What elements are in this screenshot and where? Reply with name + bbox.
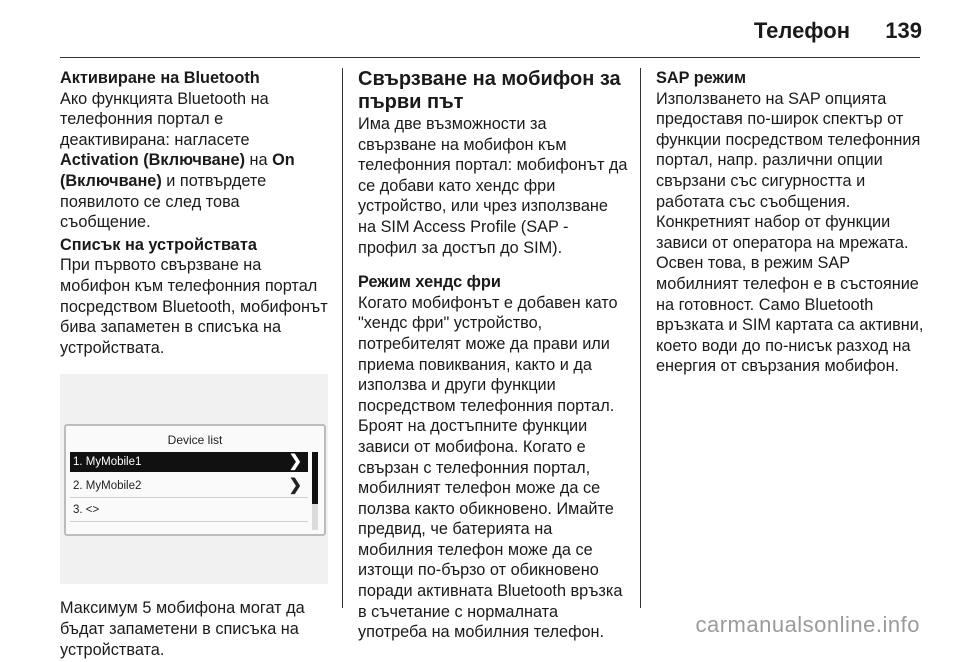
device-list-item[interactable] — [70, 476, 308, 496]
device-list-figure — [60, 374, 328, 584]
chevron-right-icon: ❯ — [288, 477, 302, 495]
chevron-right-icon: ❯ — [288, 453, 302, 471]
device-list-screen — [64, 424, 326, 536]
handsfree-text: Когато мобифонът е добавен като "хендс фри" устройство, потребителят може да прави или приема повиквания, както и да използва и други функции посредством телефонния портал. Броят на достъпните функции зависи от мобифона. Когато е свързан с телефонния портал, мобилният телефон може да се ползва както обикновено. Имайте предвид, че батерията на мобилния телефон може да се изтощи по-бързо от обикновено поради активната Bluetooth връзка в съчетание с нормалната употреба на мобилния телефон. — [358, 293, 623, 642]
page-number: 139 — [885, 18, 922, 43]
scrollbar[interactable] — [312, 452, 318, 530]
sap-heading: SAP режим — [656, 69, 747, 87]
column-1 — [60, 68, 328, 662]
text-run: на — [245, 151, 273, 170]
first-connection-heading: Свързване на мобифон за първи път — [358, 68, 621, 113]
bluetooth-activation-text — [60, 89, 328, 233]
bluetooth-activation-heading: Активиране на Bluetooth — [60, 69, 260, 87]
column-divider-2 — [640, 68, 641, 608]
device-list-heading: Списък на устройствата — [60, 235, 257, 254]
page-title: Телефон — [753, 18, 850, 43]
text-run: Ако функцията Bluetooth на телефонния портал е деактивирана: нагласете — [60, 89, 269, 149]
column-2 — [358, 68, 628, 645]
handsfree-heading: Режим хендс фри — [358, 273, 501, 292]
device-name: 2. MyMobile2 — [73, 480, 142, 493]
page-header — [0, 16, 960, 50]
device-list-item[interactable] — [70, 452, 308, 472]
spacer — [358, 260, 628, 272]
device-list-title: Device list — [167, 433, 223, 448]
device-list-text: При първото свързване на мобифон към телефонния портал посредством Bluetooth, мобифонът бива запаметен в списъка на устройствата. — [60, 256, 328, 357]
max-devices-text: Максимум 5 мобифона могат да бъдат запаметени в списъка на устройствата. — [60, 599, 305, 659]
device-name: 3. <> — [73, 504, 100, 517]
column-divider-1 — [342, 68, 343, 608]
device-name: 1. MyMobile1 — [73, 456, 142, 469]
activation-label: Activation (Включване) — [60, 151, 245, 170]
on-label: On (Включване) — [60, 151, 295, 190]
list-separator — [70, 497, 308, 498]
text-run: и потвърдете появилото се след това съобщение. — [60, 171, 267, 232]
column-3 — [656, 68, 928, 379]
list-separator — [70, 521, 308, 522]
first-connection-intro: Има две възможности за свързване на мобифон към телефонния портал: мобифонът да се добави като хендс фри устройство, или чрез използване на SIM Access Profile (SAP - профил за достъп до SIM). — [358, 115, 628, 257]
watermark: carmanualsonline.info — [695, 612, 920, 637]
device-list-item[interactable] — [70, 500, 308, 520]
header-divider — [60, 57, 920, 58]
scrollbar-thumb[interactable] — [312, 452, 318, 504]
sap-text: Използването на SAP опцията предоставя по-широк спектър от функции посредством телефонния портал, напр. различни опции свързани със сигурността и работата със съобщения. Конкретният набор от функции зависи от оператора на мрежата. Освен това, в режим SAP мобилният телефон е в състояние на готовност. Само Bluetooth връзката и SIM картата са активни, което води до по-нисък разход на енергия от свързания мобифон. — [656, 89, 924, 376]
